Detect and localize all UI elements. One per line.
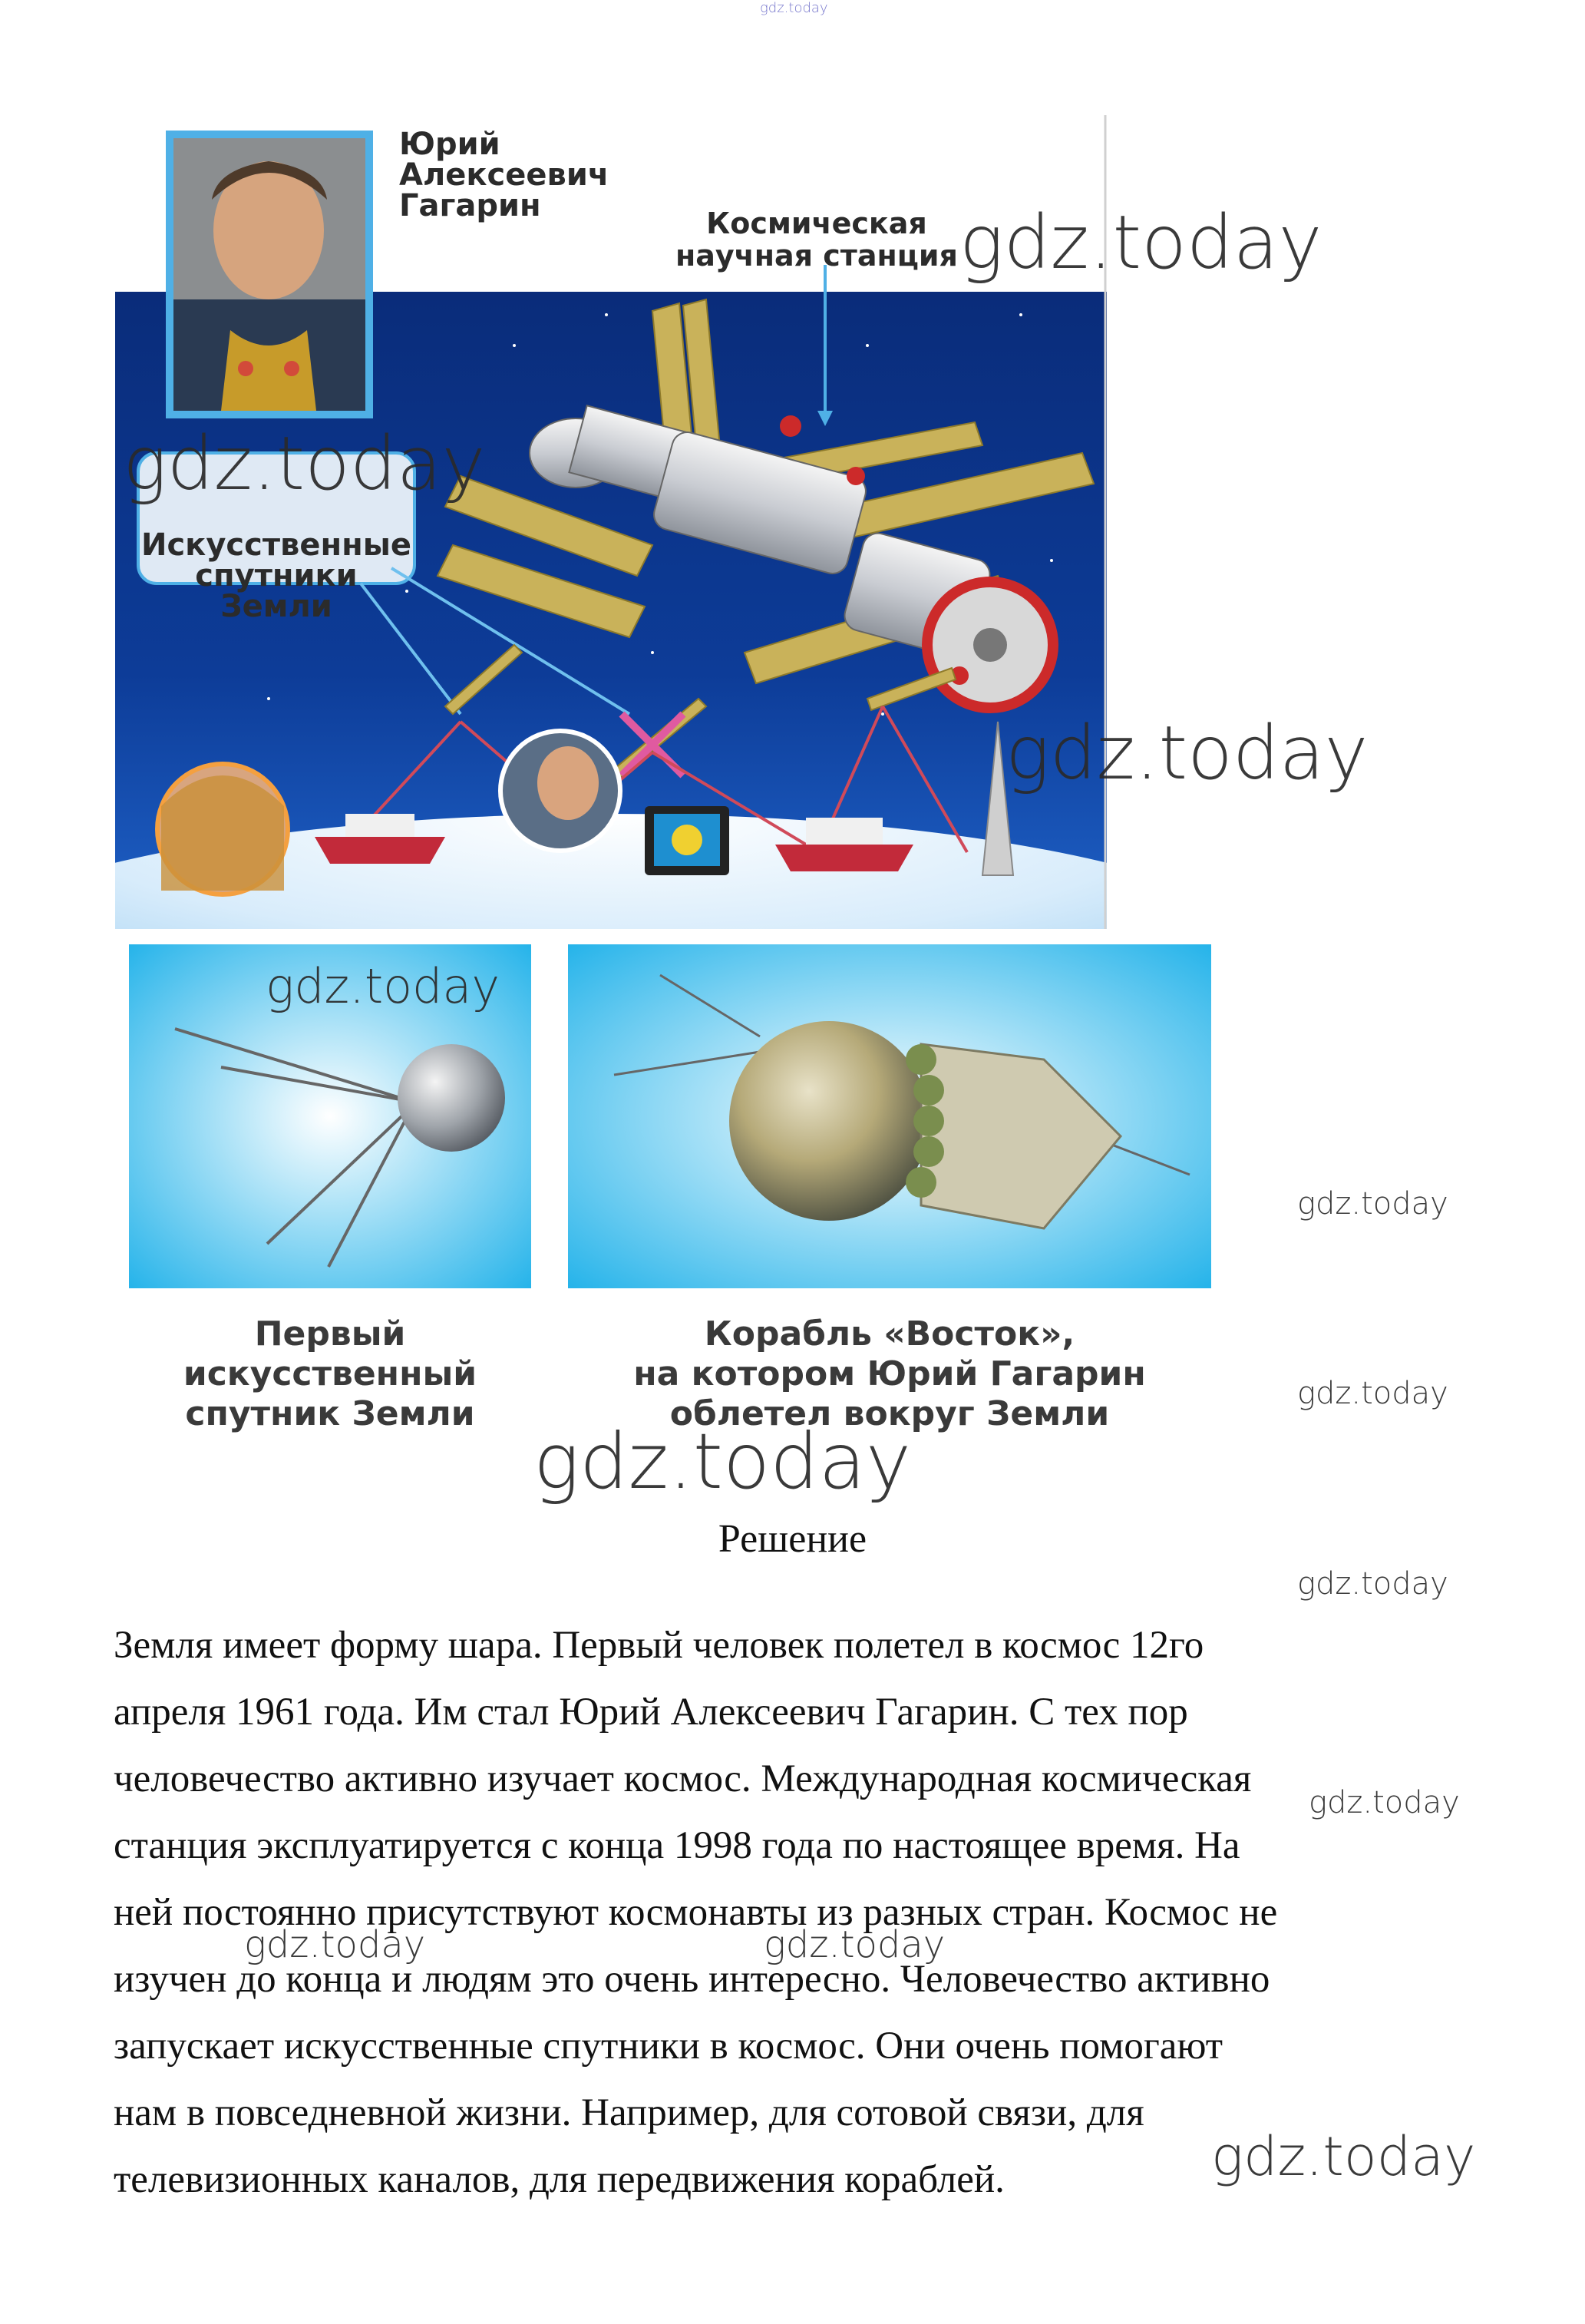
portrait-caption-line: Гагарин	[399, 188, 541, 223]
watermark: gdz.today	[244, 1923, 426, 1966]
vostok-illustration	[568, 944, 1211, 1288]
solution-line: станция эксплуатируется с конца 1998 года по настоящее время. На	[114, 1824, 1240, 1867]
space-scene	[115, 115, 1107, 929]
solution-line: нам в повседневной жизни. Например, для сотовой связи, для	[114, 2091, 1144, 2134]
satellites-label-line: Искусственные	[140, 527, 412, 563]
watermark: gdz.today	[533, 1417, 912, 1506]
station-label-line: научная станция	[675, 239, 958, 273]
satellites-label-line: Земли	[220, 589, 332, 624]
watermark: gdz.today	[266, 958, 500, 1014]
vostok-caption-line: облетел вокруг Земли	[669, 1394, 1110, 1433]
solution-line: изучен до конца и людям это очень интересно. Человечество активно	[114, 1958, 1270, 2001]
station-label	[675, 207, 958, 272]
portrait-caption-line: Юрий	[399, 127, 500, 162]
watermark: gdz.today	[959, 200, 1322, 286]
solution-line: телевизионных каналов, для передвижения кораблей.	[114, 2158, 1005, 2201]
watermark: gdz.today	[1005, 710, 1369, 796]
sputnik-caption	[129, 1314, 531, 1434]
solution-line: ней постоянно присутствуют космонавты из разных стран. Космос не	[114, 1891, 1278, 1934]
vostok-caption-line: на котором Юрий Гагарин	[633, 1354, 1146, 1393]
satellites-label	[138, 527, 414, 624]
header-watermark: gdz.today	[760, 0, 828, 16]
watermark: gdz.today	[764, 1923, 946, 1966]
solution-line: человечество активно изучает космос. Международная космическая	[114, 1757, 1252, 1800]
solution-line: запускает искусственные спутники в космос. Они очень помогают	[114, 2025, 1223, 2068]
vostok-caption-line: Корабль «Восток»,	[704, 1314, 1075, 1354]
satellites-label-line: спутники	[195, 558, 358, 593]
watermark: gdz.today	[123, 421, 486, 507]
watermark: gdz.today	[1309, 1785, 1460, 1820]
watermark: gdz.today	[1297, 1186, 1448, 1222]
solution-line: Земля имеет форму шара. Первый человек полетел в космос 12го	[114, 1624, 1204, 1667]
watermark: gdz.today	[1297, 1566, 1448, 1602]
watermark: gdz.today	[1297, 1376, 1448, 1411]
sputnik-caption-line: Первый	[254, 1314, 406, 1354]
sputnik-caption-line: искусственный	[183, 1354, 477, 1393]
space-illustration	[115, 115, 1107, 929]
vostok-image	[568, 944, 1211, 1288]
watermark: gdz.today	[1211, 2125, 1476, 2188]
sputnik-caption-line: спутник Земли	[185, 1394, 475, 1433]
portrait-caption	[399, 129, 609, 221]
solution-title: Решение	[718, 1517, 867, 1561]
solution-line: апреля 1961 года. Им стал Юрий Алексеевич Гагарин. С тех пор	[114, 1691, 1188, 1734]
portrait-caption-line: Алексеевич	[399, 157, 609, 193]
station-label-line: Космическая	[706, 207, 927, 240]
solution-text	[114, 1612, 1488, 2213]
